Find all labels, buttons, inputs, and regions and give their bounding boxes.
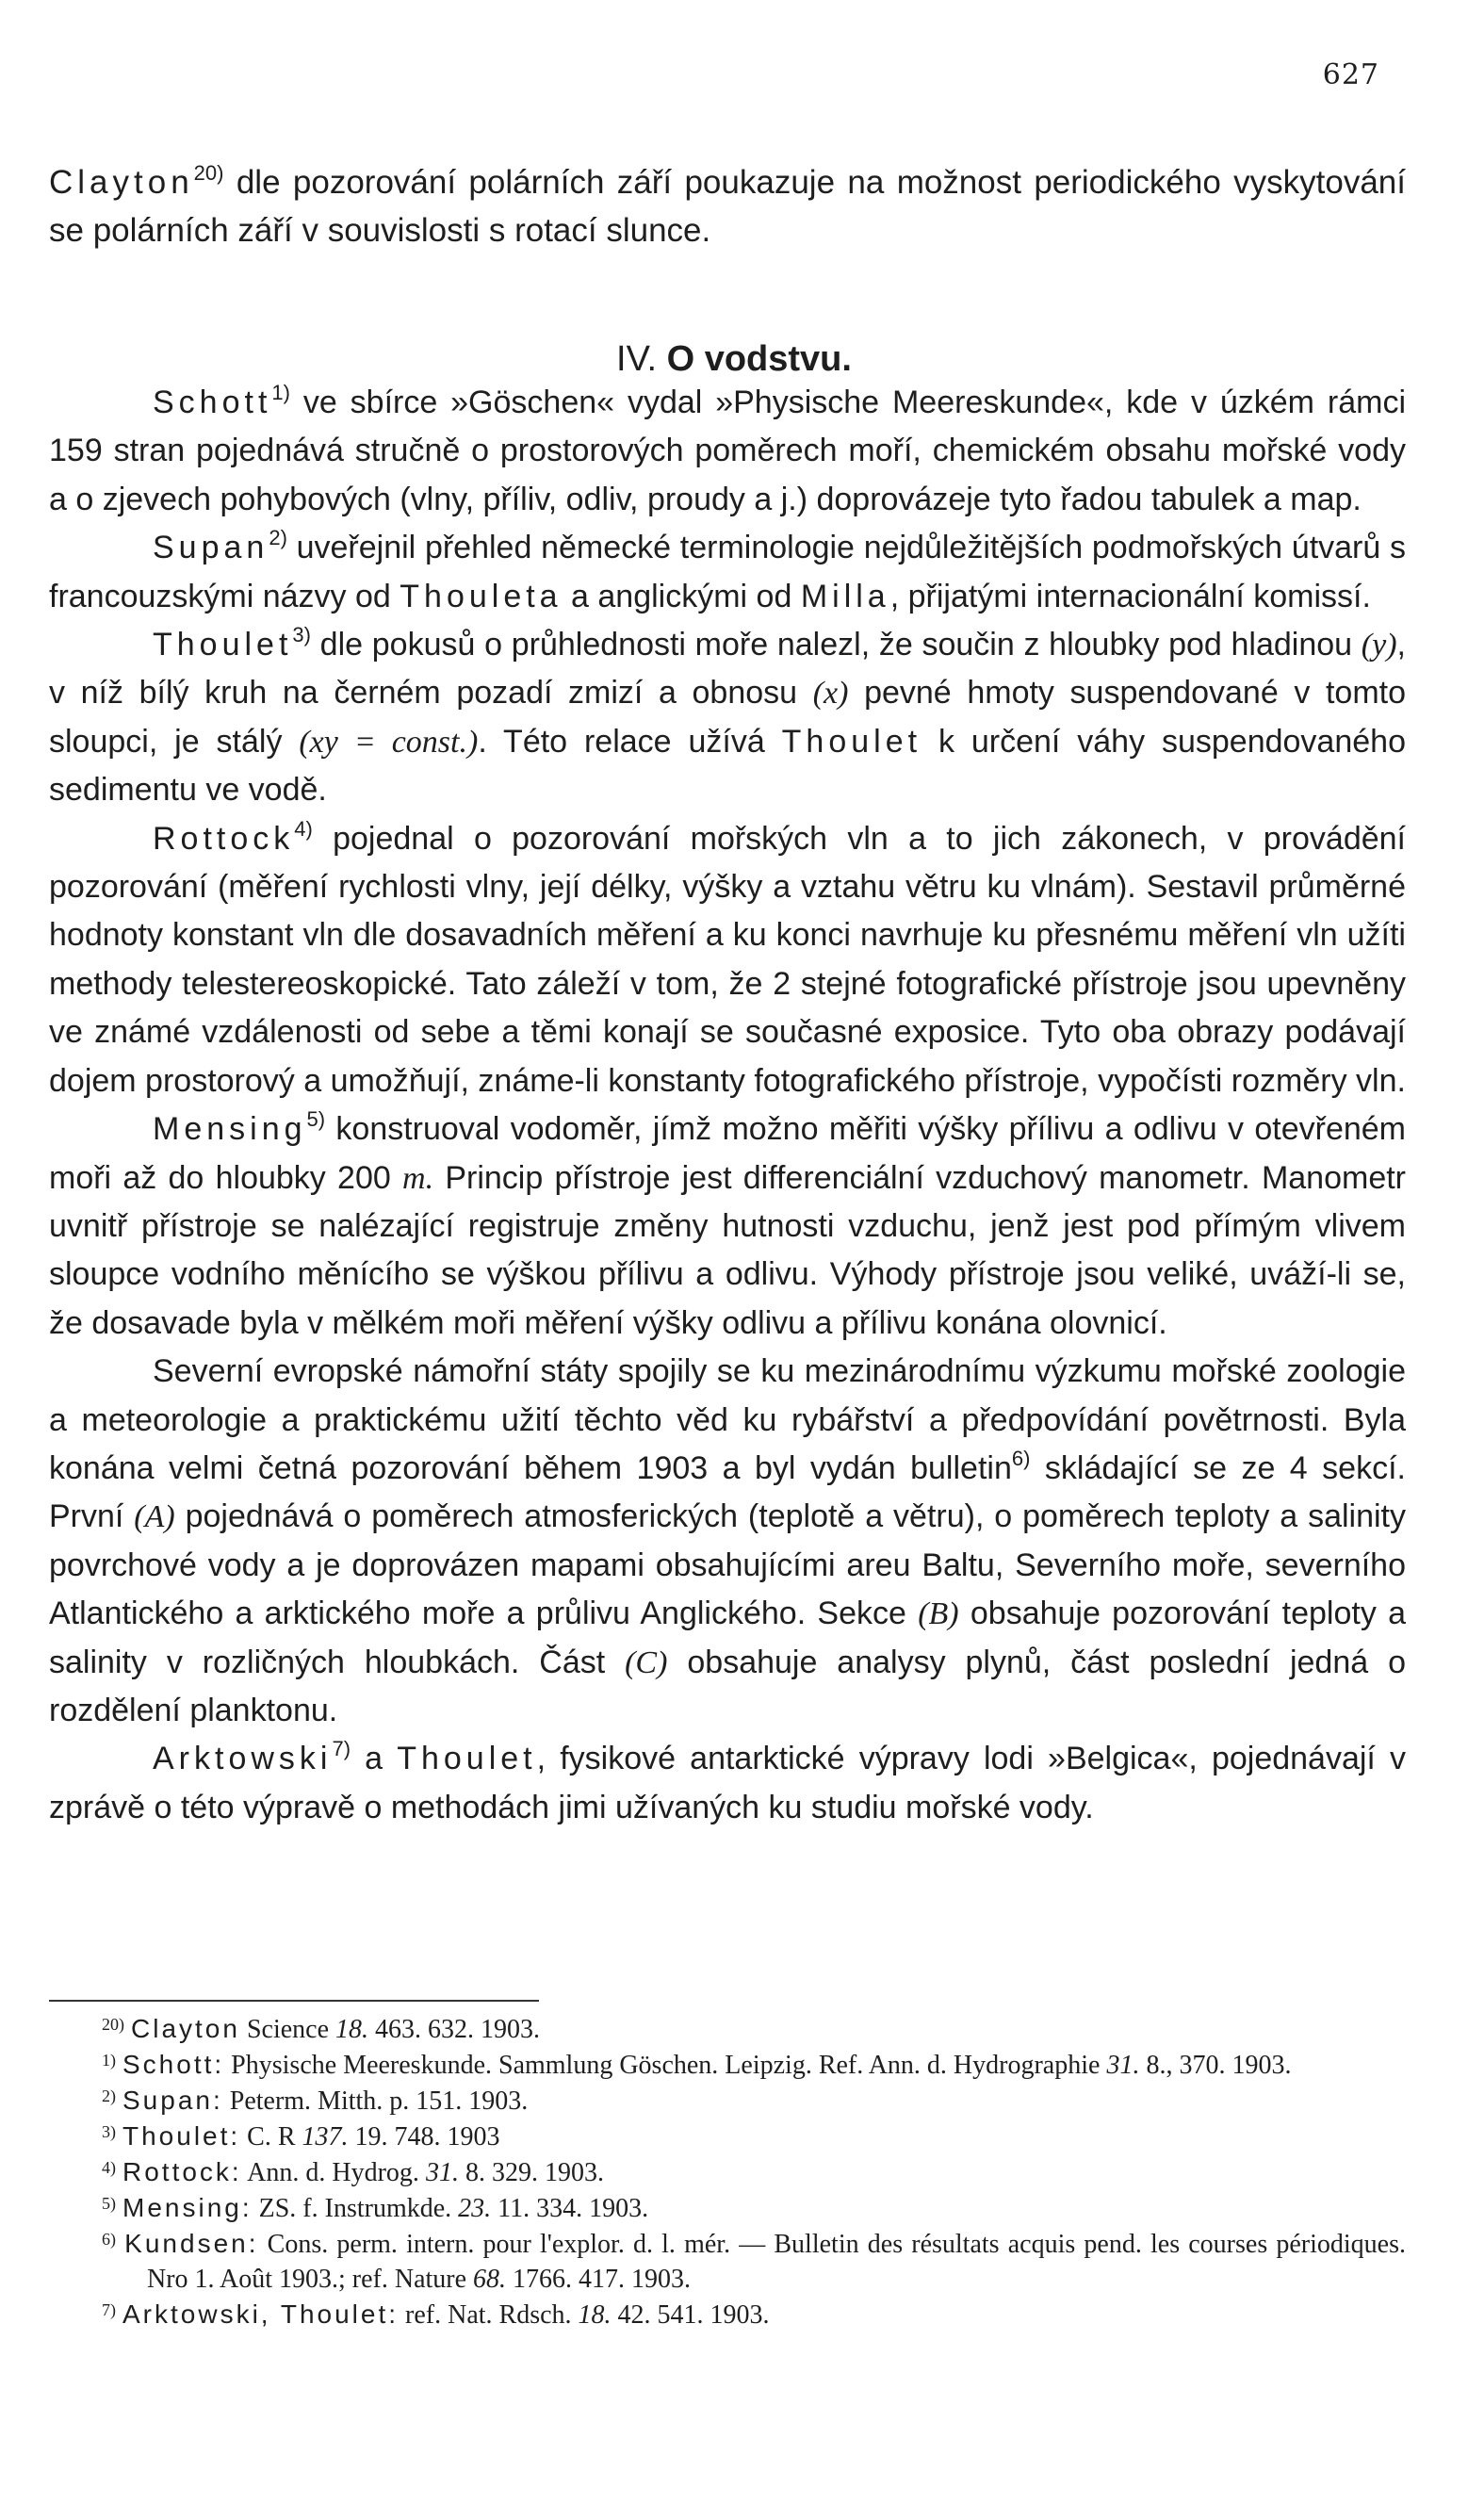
intro-text: dle pozorování polárních září poukazuje na možnost periodického vyskytování se polárních září v souvislosti s rotací slunce.: [49, 164, 1406, 249]
footnote-text: Peterm. Mitth. p. 151. 1903.: [222, 2086, 529, 2116]
footnote-mark: 4): [102, 2158, 116, 2177]
section-b: (B): [918, 1596, 959, 1632]
footnotes: [49, 2011, 1406, 2332]
footnote: [49, 2011, 1406, 2047]
paragraph-text: pevné hmoty suspendované v tomto sloupci, je stálý: [49, 675, 1407, 760]
footnote-author: Rottock:: [122, 2157, 242, 2186]
footnote-text: Ann. d. Hydrog.: [241, 2158, 426, 2187]
footnote-text: 11. 334. 1903.: [491, 2194, 649, 2223]
footnote-author: Mensing:: [122, 2193, 253, 2222]
footnote-text: Physische Meereskunde. Sammlung Göschen. Leipzig. Ref. Ann. d. Hydrographie: [224, 2051, 1107, 2080]
footnote-mark: 5): [102, 2194, 116, 2213]
name-thoulet: Thoulet: [781, 723, 922, 760]
paragraph-text: konstruoval vodoměr, jímž možno měřiti výšky přílivu a odlivu v otevřeném moři až do hloubky 200: [49, 1111, 1406, 1196]
footnote-text: 42. 541. 1903.: [611, 2300, 770, 2330]
paragraph-arktowski: [49, 1735, 1406, 1832]
unit-meter: m.: [402, 1160, 434, 1196]
footnote-ref: 7): [332, 1737, 351, 1761]
footnote-mark: 1): [102, 2051, 116, 2070]
paragraph-text: Severní evropské námořní státy spojily se ku mezinárodnímu výzkumu mořské zoologie a meteorologie a praktickému užití těchto věd ku rybářství a předpovídání povětrnosti. Byla konána velmi četná pozorování během 1903 a byl vydán bulletin: [49, 1353, 1406, 1486]
footnote-text: 8. 329. 1903.: [458, 2158, 604, 2187]
paragraph-text: . Této relace užívá: [478, 723, 782, 760]
paragraph-rottock: [49, 815, 1406, 1105]
paragraph-text: , přijatými internacionální komissí.: [889, 578, 1371, 614]
footnote-text: 1766. 417. 1903.: [506, 2265, 692, 2294]
footnote: [49, 2047, 1406, 2083]
section-numeral: IV.: [616, 339, 658, 379]
variable-y: (y): [1361, 628, 1397, 663]
footnote-volume: 31.: [1106, 2051, 1140, 2080]
footnote-mark: 6): [102, 2230, 116, 2249]
page-number: 627: [1322, 58, 1379, 91]
section-title: O vodstvu.: [666, 339, 852, 379]
footnote-mark: 7): [102, 2300, 116, 2319]
footnote-volume: 137.: [302, 2122, 349, 2152]
footnote-volume: 18.: [578, 2300, 612, 2330]
paragraph-text: skládající se ze 4 sekcí. První: [49, 1449, 1406, 1535]
footnote-ref: 5): [306, 1107, 326, 1132]
section-body: [49, 379, 1406, 1832]
paragraph-thoulet: [49, 621, 1406, 815]
author-clayton: Clayton: [49, 164, 194, 201]
author-thoulet: Thoulet: [153, 627, 293, 663]
name-thouleta: Thouleta: [400, 578, 563, 614]
paragraph-text: obsahuje analysy plynů, část poslední jedná o rozdělení planktonu.: [49, 1644, 1406, 1728]
footnote-ref: 20): [193, 161, 224, 185]
paragraph-text: obsahuje pozorování teploty a salinity v rozličných hloubkách. Část: [49, 1595, 1407, 1680]
footnote-text: C. R: [240, 2122, 302, 2152]
footnote-text: Science: [239, 2015, 335, 2044]
paragraph-northern-states: [49, 1348, 1406, 1735]
paragraph-text: dle pokusů o průhlednosti moře nalezl, že součin z hloubky pod hladinou: [310, 627, 1362, 663]
paragraph-text: a: [351, 1741, 398, 1777]
footnote-ref: 2): [269, 526, 287, 550]
footnote-text: 19. 748. 1903: [348, 2122, 500, 2152]
footnote: [49, 2154, 1406, 2190]
footnote-volume: 23.: [458, 2194, 492, 2223]
paragraph-text: a anglickými od: [562, 578, 801, 614]
footnote-text: ZS. f. Instrumkde.: [252, 2194, 459, 2223]
footnote-rule: [49, 2000, 539, 2002]
footnote: [49, 2119, 1406, 2154]
footnote-author: Schott:: [122, 2050, 225, 2079]
intro-paragraph: [49, 158, 1406, 254]
paragraph-text: pojednává o poměrech atmosferických (teplotě a větru), o poměrech teploty a salinity povrchové vody a je doprovázen mapami obsahujícími areu Baltu, Severního moře, severního Atlantického a arktického moře a průlivu Anglického. Sekce: [49, 1498, 1406, 1632]
paragraph-text: pojednal o pozorování mořských vln a to jich zákonech, v provádění pozorování (měření rychlosti vlny, její délky, výšky a vztahu větru ku vlnám). Sestavil průměrné hodnoty konstant vln dle dosavadních měření a ku konci navrhuje ku přesnému měření vln užíti methody telestereoskopické. Tato záleží v tom, že 2 stejné fotografické přístroje jsou upevněny ve známé vzdálenosti od sebe a těmi konají se současné exposice. Tyto oba obrazy podávají dojem prostorový a umožňují, známe-li konstanty fotografického přístroje, vypočísti rozměry vln.: [49, 820, 1406, 1099]
footnote-author: Arktowski, Thoulet:: [122, 2299, 400, 2329]
footnote-text: ref. Nat. Rdsch.: [399, 2300, 579, 2330]
paragraph-text: , fysikové antarktické výpravy lodi »Belgica«, pojednávají v zprávě o této výpravě o methodách jimi užívaných ku studiu mořské vody.: [49, 1741, 1406, 1825]
footnote-author: Kundsen:: [124, 2229, 259, 2258]
footnote-mark: 3): [102, 2122, 116, 2141]
footnote: [49, 2297, 1406, 2332]
footnote-ref: 4): [294, 816, 313, 841]
footnote-mark: 2): [102, 2086, 116, 2105]
paragraph-schott: [49, 379, 1406, 524]
footnote-volume: 31.: [425, 2158, 459, 2187]
footnote-text: Cons. perm. intern. pour l'explor. d. l. mér. — Bulletin des résultats acquis pend. les courses périodiques. Nro 1. Août 1903.; ref. Nature: [147, 2230, 1407, 2294]
section-a: (A): [134, 1499, 175, 1535]
section-heading: [0, 339, 1468, 380]
variable-x: (x): [812, 676, 849, 712]
paragraph-text: uveřejnil přehled německé terminologie nejdůležitějších podmořských útvarů s francouzskými názvy od: [49, 530, 1406, 614]
footnote-text: 463. 632. 1903.: [368, 2015, 540, 2044]
footnote-mark: 20): [102, 2015, 124, 2034]
author-mensing: Mensing: [153, 1111, 307, 1148]
paragraph-supan: [49, 524, 1406, 621]
section-c: (C): [625, 1645, 668, 1680]
author-thoulet-2: Thoulet: [397, 1741, 537, 1777]
author-schott: Schott: [153, 385, 272, 420]
paragraph-text: ve sbírce »Göschen« vydal »Physische Meereskunde«, kde v úzkém rámci 159 stran pojednává stručně o prostorových poměrech moří, chemickém obsahu mořské vody a o zjevech pohybových (vlny, příliv, odliv, proudy a j.) doprovázeje tyto řadou tabulek a map.: [49, 385, 1406, 517]
footnote-author: Clayton: [131, 2014, 240, 2043]
paragraph-text: , v níž bílý kruh na černém pozadí zmizí a obnosu: [49, 627, 1406, 712]
footnote-ref: 3): [292, 623, 311, 647]
paragraph-text: Princip přístroje jest differenciální vzduchový manometr. Manometr uvnitř přístroje se nalézající registruje změny hutnosti vzduchu, jenž jest pod přímým vlivem sloupce vodního měnícího se výškou přílivu a odlivu. Výhody přístroje jsou veliké, uváží-li se, že dosavade byla v mělkém moři měření výšky odlivu a přílivu konána olovnicí.: [49, 1159, 1407, 1341]
footnote-author: Supan:: [122, 2086, 223, 2115]
formula: (xy = const.): [299, 724, 479, 760]
author-rottock: Rottock: [153, 820, 295, 857]
name-milla: Milla: [800, 578, 890, 614]
footnote-author: Thoulet:: [122, 2121, 241, 2151]
author-arktowski: Arktowski: [153, 1741, 333, 1777]
paragraph-text: k určení váhy suspendovaného sedimentu ve vodě.: [49, 723, 1406, 809]
footnote-volume: 18.: [335, 2015, 368, 2044]
footnote: [49, 2226, 1406, 2297]
footnote-ref: 6): [1011, 1446, 1031, 1470]
footnote-volume: 68.: [473, 2265, 507, 2294]
footnote-ref: 1): [271, 381, 290, 404]
paragraph-mensing: [49, 1105, 1406, 1348]
footnote: [49, 2190, 1406, 2226]
footnote: [49, 2083, 1406, 2119]
footnote-text: 8., 370. 1903.: [1139, 2051, 1292, 2080]
author-supan: Supan: [153, 530, 269, 566]
